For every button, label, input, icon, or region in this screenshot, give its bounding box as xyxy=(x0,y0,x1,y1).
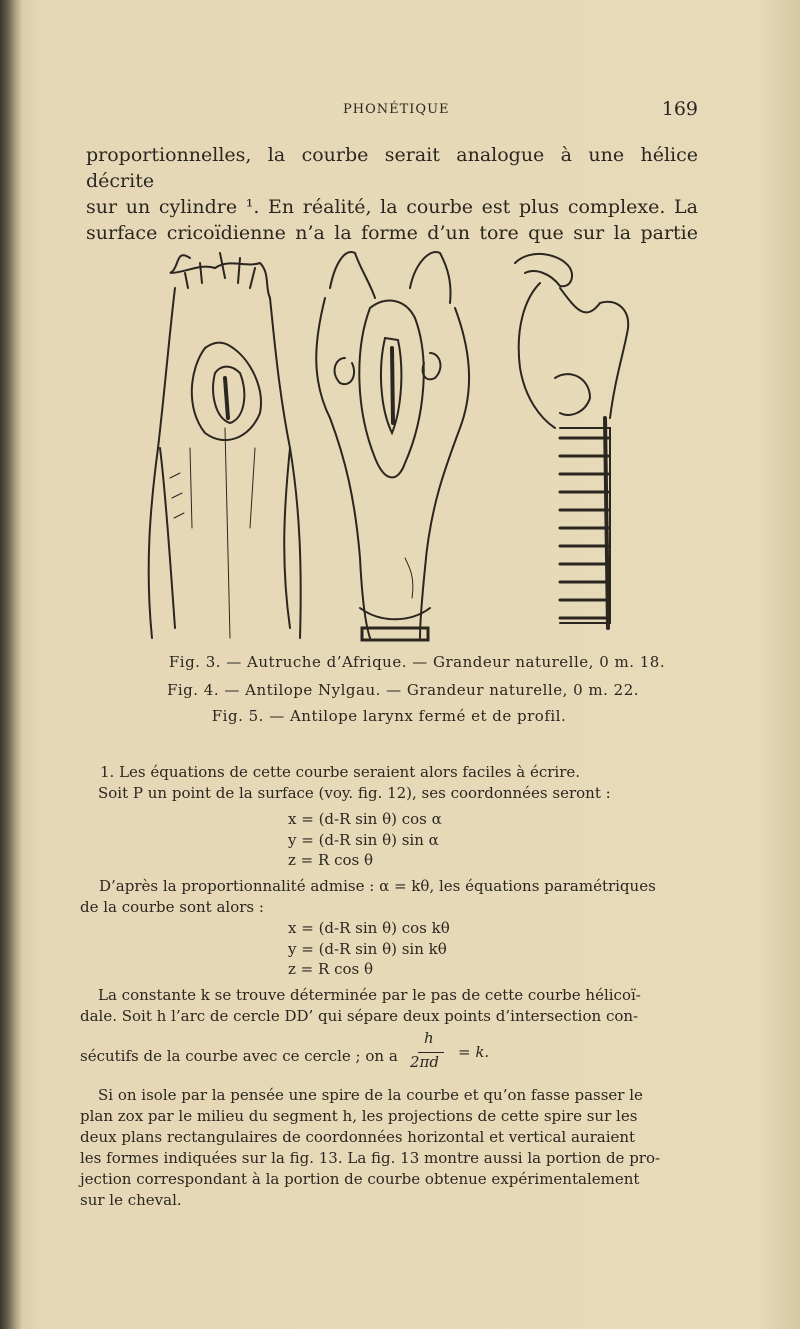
running-title: PHONÉTIQUE xyxy=(343,102,450,117)
equation: z = R cos θ xyxy=(288,851,373,869)
body-line: sur un cylindre ¹. En réalité, la courbe est plus complexe. La xyxy=(86,196,698,218)
fraction-denominator: 2πd xyxy=(410,1053,440,1071)
footnote-intro xyxy=(100,762,680,783)
footnote-intro-2 xyxy=(80,783,704,804)
footnote-line: deux plans rectangulaires de coordonnées horizontal et vertical auraient xyxy=(80,1128,636,1146)
footnote-middle xyxy=(99,876,687,897)
footnote-line: sécutifs de la courbe avec ce cercle ; on a xyxy=(80,1047,398,1065)
figure-caption: Fig. 4. — Antilope Nylgau. — Grandeur naturelle, 0 m. 22. xyxy=(166,681,640,699)
footnote-line: La constante k se trouve déterminée par le pas de cette courbe hélicoï- xyxy=(98,986,641,1004)
antelope-larynx-drawing xyxy=(316,252,469,640)
figure-caption: Fig. 3. — Autruche d’Afrique. — Grandeur naturelle, 0 m. 18. xyxy=(168,653,666,671)
footnote-line: 1. Les équations de cette courbe seraient alors faciles à écrire. xyxy=(100,763,581,781)
fraction-result: = k. xyxy=(458,1043,490,1061)
footnote-line: plan zox par le milieu du segment h, les projections de cette spire sur les xyxy=(80,1107,638,1125)
footnote-line: de la courbe sont alors : xyxy=(80,898,264,916)
equation: z = R cos θ xyxy=(288,960,373,978)
ostrich-larynx-drawing xyxy=(149,253,301,638)
footnote-constant-2 xyxy=(80,1006,704,1027)
footnote-line: Soit P un point de la surface (voy. fig. 12), ses coordonnées seront : xyxy=(98,784,611,802)
body-line: proportionnelles, la courbe serait analogue à une hélice décrite xyxy=(86,144,698,192)
footnote-constant xyxy=(98,985,692,1006)
page-number: 169 xyxy=(661,98,698,120)
fraction-numerator: h xyxy=(424,1029,434,1047)
footnote-final xyxy=(98,1085,692,1106)
footnote-final-2 xyxy=(80,1106,704,1211)
body-line: surface cricoïdienne n’a la forme d’un tore que sur la partie xyxy=(86,222,698,244)
running-head xyxy=(88,100,698,124)
antelope-larynx-profile-drawing xyxy=(515,254,628,628)
equation: y = (d-R sin θ) sin kθ xyxy=(288,940,447,958)
equation: x = (d-R sin θ) cos kθ xyxy=(288,919,450,937)
figure-caption: Fig. 5. — Antilope larynx fermé et de profil. xyxy=(211,707,567,725)
footnote-line: sur le cheval. xyxy=(80,1191,182,1209)
footnote-line: Si on isole par la pensée une spire de la courbe et qu’on fasse passer le xyxy=(98,1086,643,1104)
footnote-line: jection correspondant à la portion de courbe obtenue expérimentalement xyxy=(80,1170,640,1188)
footnote-line: dale. Soit h l’arc de cercle DD’ qui sépare deux points d’intersection con- xyxy=(80,1007,639,1025)
footnote-line: les formes indiquées sur la fig. 13. La fig. 13 montre aussi la portion de pro- xyxy=(80,1149,661,1167)
footnote-line: D’après la proportionnalité admise : α = kθ, les équations paramétriques xyxy=(99,877,656,895)
larynx-illustrations xyxy=(130,228,650,648)
equation: x = (d-R sin θ) cos α xyxy=(288,810,442,828)
footnote-middle-2 xyxy=(80,897,704,918)
equation: y = (d-R sin θ) sin α xyxy=(288,831,439,849)
figure-plate xyxy=(130,228,650,648)
footnote-formula xyxy=(80,1046,704,1067)
